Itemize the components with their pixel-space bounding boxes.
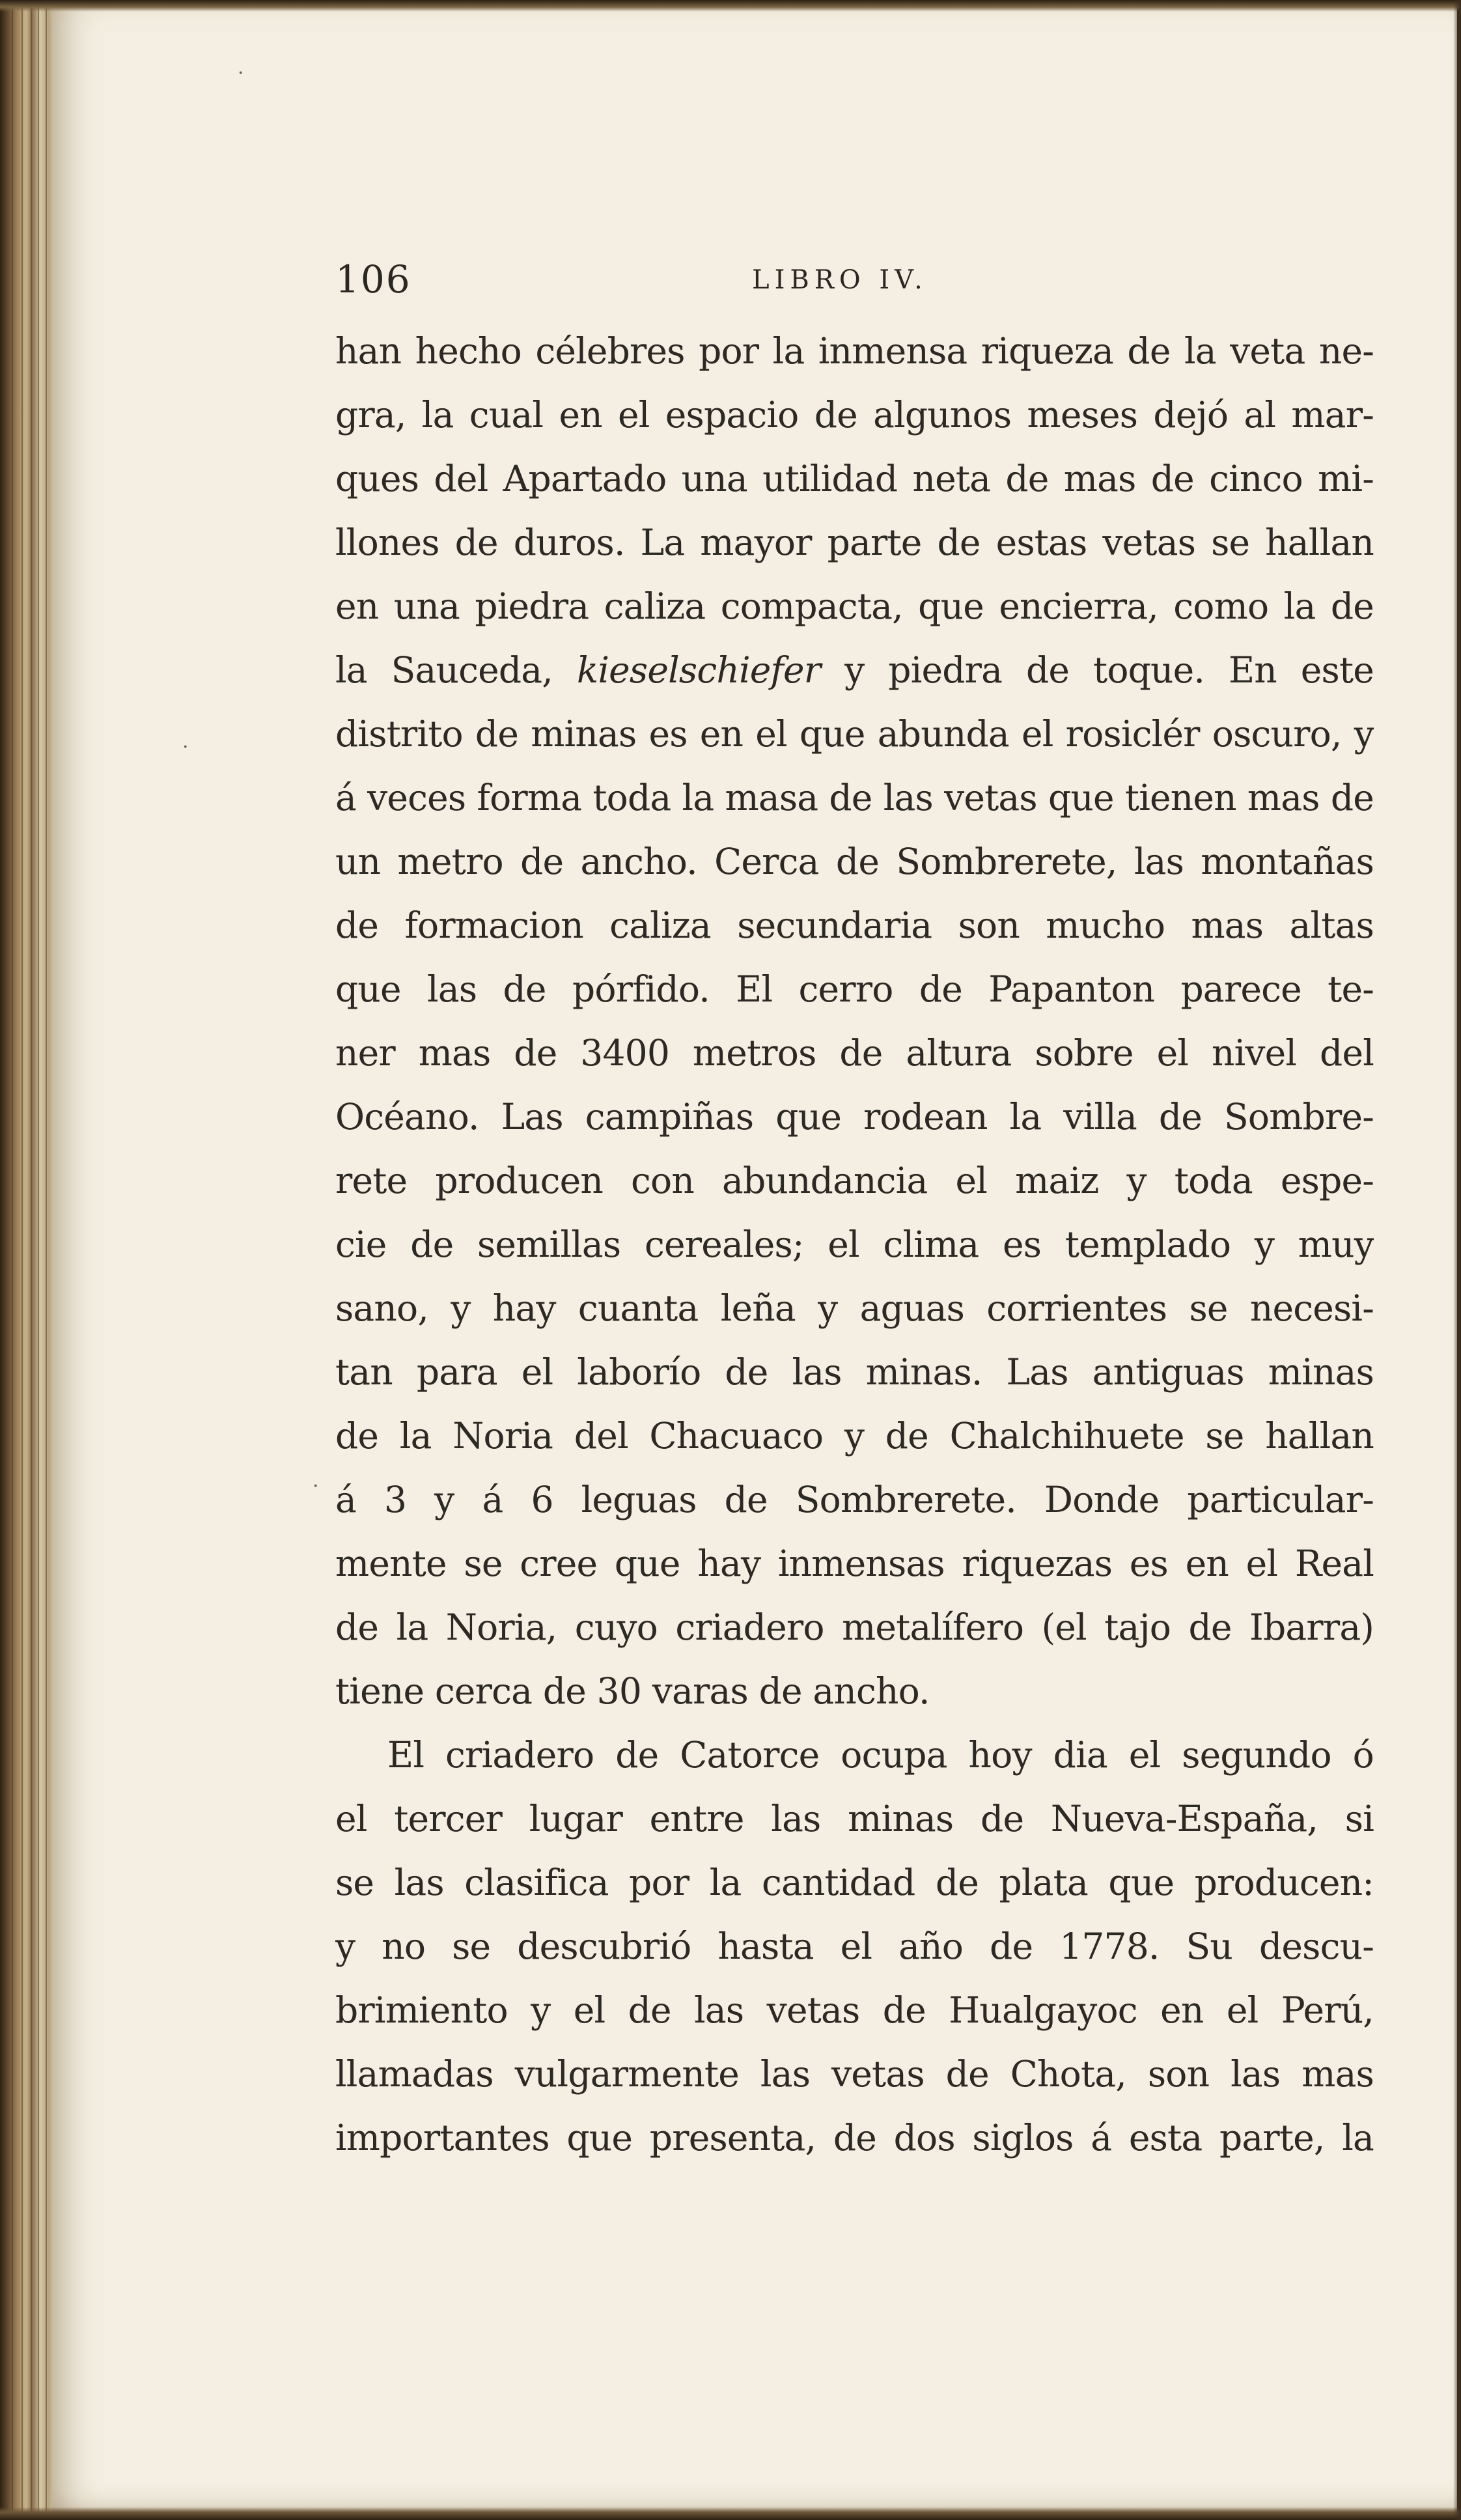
text-segment: y piedra de toque. En este [844,649,1374,691]
text-line: El criadero de Catorce ocupa hoy dia el segundo ó [387,1734,1374,1776]
text-line: importantes que presenta, de dos siglos á esta parte, la [335,2117,1374,2159]
text-line: mente se cree que hay inmensas riquezas es en el Real [335,1543,1374,1584]
bottom-page-edge [0,2507,1461,2520]
text-line: un metro de ancho. Cerca de Sombrerete, las montañas [335,841,1374,882]
speck-mark: · [238,62,244,85]
margin-mark: · [182,736,189,759]
text-line: cie de semillas cereales; el clima es templado y muy [335,1224,1374,1265]
paragraph-2 [335,1723,1374,2170]
text-line: Océano. Las campiñas que rodean la villa de Sombre- [335,1096,1374,1138]
text-line: distrito de minas es en el que abunda el rosiclér oscuro, y [335,713,1374,755]
page-header [335,257,1374,303]
text-line: ques del Apartado una utilidad neta de mas de cinco mi- [335,458,1374,499]
text-line: á 3 y á 6 leguas de Sombrerete. Donde particular- [335,1479,1374,1520]
italic-term: kieselschiefer [576,649,821,691]
text-line: gra, la cual en el espacio de algunos meses dejó al mar- [335,394,1374,436]
text-segment: la Sauceda, [335,649,553,691]
text-line: á veces forma toda la masa de las vetas que tienen mas de [335,777,1374,819]
text-line: se las clasifica por la cantidad de plata que producen: [335,1862,1374,1903]
running-head: LIBRO IV. [752,265,928,295]
text-line: que las de pórfido. El cerro de Papanton parece te- [335,968,1374,1010]
text-line: tiene cerca de 30 varas de ancho. [335,1670,930,1712]
text-line: de formacion caliza secundaria son mucho mas altas [335,904,1374,946]
text-line: han hecho célebres por la inmensa riqueza de la veta ne- [335,330,1374,372]
text-line: en una piedra caliza compacta, que encierra, como la de [335,585,1374,627]
text-line: llones de duros. La mayor parte de estas vetas se hallan [335,522,1374,563]
text-line: sano, y hay cuanta leña y aguas corrientes se necesi- [335,1287,1374,1329]
text-line-with-italic [335,638,1374,702]
body-text [335,319,1374,2170]
text-line: y no se descubrió hasta el año de 1778. Su descu- [335,1925,1374,1967]
text-line: ner mas de 3400 metros de altura sobre el nivel del [335,1032,1374,1074]
text-line: de la Noria, cuyo criadero metalífero (el tajo de Ibarra) [335,1606,1374,1648]
page-number: 106 [335,257,411,301]
paragraph-1 [335,319,1374,1723]
right-page-edge [1453,0,1461,2520]
text-line: el tercer lugar entre las minas de Nueva-España, si [335,1798,1374,1840]
text-line: tan para el laborío de las minas. Las antiguas minas [335,1351,1374,1393]
top-page-edge [0,0,1461,12]
text-line: de la Noria del Chacuaco y de Chalchihuete se hallan [335,1415,1374,1457]
text-line: rete producen con abundancia el maiz y toda espe- [335,1160,1374,1201]
margin-mark: · [313,1475,319,1498]
text-line: brimiento y el de las vetas de Hualgayoc en el Perú, [335,1989,1374,2031]
text-line: llamadas vulgarmente las vetas de Chota, son las mas [335,2053,1374,2095]
